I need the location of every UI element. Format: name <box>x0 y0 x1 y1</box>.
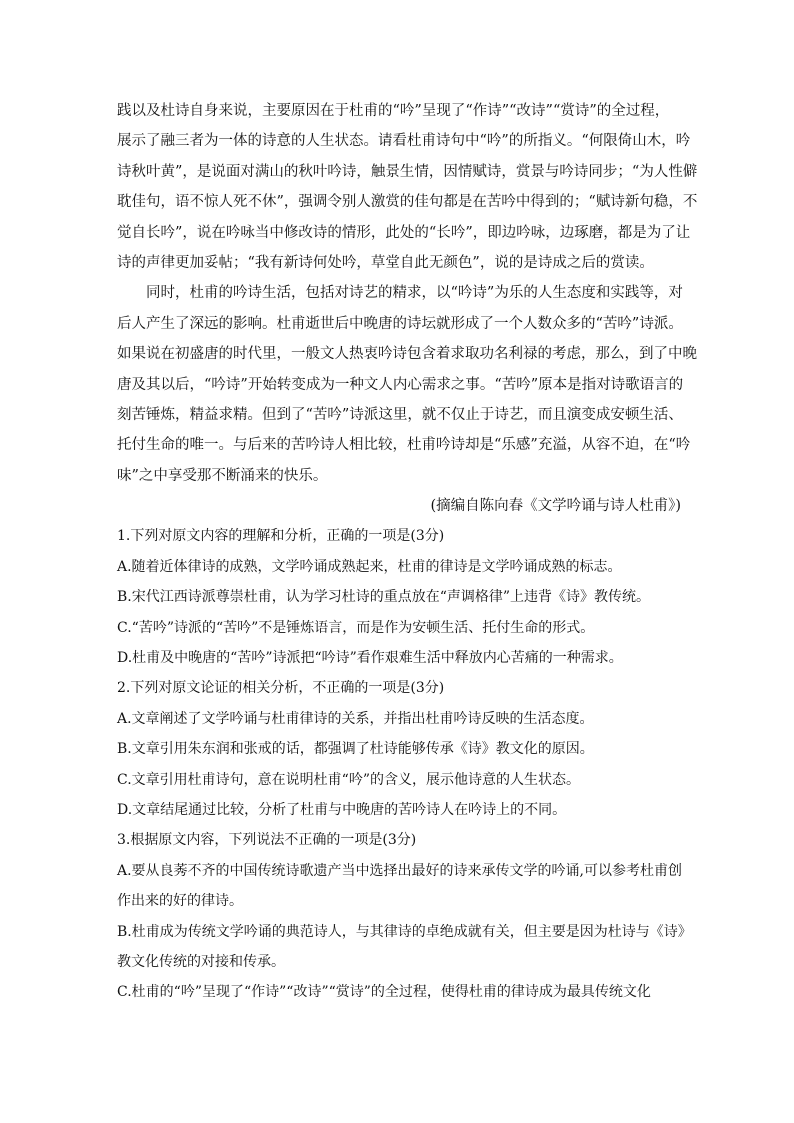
text-line: 展示了融三者为一体的诗意的人生状态。请看杜甫诗句中“吟”的所指义。“何限倚山木，吟 <box>117 133 691 150</box>
option-a-continued: 作出来的好的律诗。 <box>117 893 243 910</box>
option-b: B.宋代江西诗派尊崇杜甫，认为学习杜诗的重点放在“声调格律”上违背《诗》教传统。 <box>117 589 651 606</box>
option-a: A.文章阐述了文学吟诵与杜甫律诗的关系，并指出杜甫吟诗反映的生活态度。 <box>117 710 594 727</box>
option-d: D.文章结尾通过比较，分析了杜甫与中晚唐的苦吟诗人在吟诗上的不同。 <box>117 801 567 818</box>
text-line: 唐及其以后，“吟诗”开始转变成为一种文人内心需求之事。“苦吟”原本是指对诗歌语言的 <box>117 376 684 393</box>
passage-paragraph-2 <box>117 278 697 491</box>
passage-paragraph-1 <box>117 96 698 278</box>
option-c: C.杜甫的“吟”呈现了“作诗”“改诗”“赏诗”的全过程，使得杜甫的律诗成为最具传统文化 <box>117 984 651 1001</box>
question-stem: 2.下列对原文论证的相关分析，不正确的一项是(3分) <box>117 680 445 697</box>
option-d: D.杜甫及中晚唐的“苦吟”诗派把“吟诗”看作艰难生活中释放内心苦痛的一种需求。 <box>117 650 623 667</box>
option-a: A.要从良莠不齐的中国传统诗歌遗产当中选择出最好的诗来承传文学的吟诵,可以参考杜甫创 <box>117 862 683 879</box>
question-1 <box>117 521 681 673</box>
text-line: 诗秋叶黄”，是说面对满山的秋叶吟诗，触景生情，因情赋诗，赏景与吟诗同步；“为人性僻 <box>117 163 698 180</box>
question-3 <box>117 825 692 1007</box>
text-line: 耽佳句，语不惊人死不休”，强调令别人激赏的佳句都是在苦吟中得到的；“赋诗新句稳，不 <box>117 194 698 211</box>
text-line: 同时，杜甫的吟诗生活，包括对诗艺的精求，以“吟诗”为乐的人生态度和实践等，对 <box>146 285 683 302</box>
text-line: 如果说在初盛唐的时代里，一般文人热衷吟诗包含着求取功名利禄的考虑，那么，到了中晚 <box>117 346 697 363</box>
text-line: 践以及杜诗自身来说，主要原因在于杜甫的“吟”呈现了“作诗”“改诗”“赏诗”的全过程， <box>117 103 670 119</box>
text-line: 觉自长吟”，说在吟咏当中修改诗的情形，此处的“长吟”，即边吟咏，边琢磨，都是为了让 <box>117 224 691 241</box>
text-line: 刻苦锤炼，精益求精。但到了“苦吟”诗派这里，就不仅止于诗艺，而且演变成安顿生活、 <box>117 406 683 423</box>
question-2 <box>117 673 681 825</box>
option-b: B.杜甫成为传统文学吟诵的典范诗人，与其律诗的卓绝成就有关，但主要是因为杜诗与《诗》 <box>117 923 692 940</box>
question-stem: 1.下列对原文内容的理解和分析，正确的一项是(3分) <box>117 528 445 545</box>
text-line: 诗的声律更加妥帖；“我有新诗何处吟，草堂自此无颜色”，说的是诗成之后的赏读。 <box>117 254 654 271</box>
source-citation: (摘编自陈向春《文学吟诵与诗人杜甫》) <box>430 498 681 515</box>
option-b: B.文章引用朱东润和张戒的话，都强调了杜诗能够传承《诗》教文化的原因。 <box>117 741 594 758</box>
exam-page <box>117 96 698 1008</box>
option-b-continued: 教文化传统的对接和传承。 <box>117 953 285 970</box>
option-c: C.文章引用杜甫诗句，意在说明杜甫“吟”的含义，展示他诗意的人生状态。 <box>117 771 580 788</box>
text-line: 托付生命的唯一。与后来的苦吟诗人相比较，杜甫吟诗却是“乐感”充溢，从容不迫，在“吟 <box>117 437 691 454</box>
question-stem: 3.根据原文内容，下列说法不正确的一项是(3分) <box>117 832 417 849</box>
option-a: A.随着近体律诗的成熟，文学吟诵成熟起来，杜甫的律诗是文学吟诵成熟的标志。 <box>117 558 622 575</box>
option-c: C.“苦吟”诗派的“苦吟”不是锤炼语言，而是作为安顿生活、托付生命的形式。 <box>117 619 595 636</box>
text-line: 味”之中享受那不断涌来的快乐。 <box>117 467 328 484</box>
text-line: 后人产生了深远的影响。杜甫逝世后中晚唐的诗坛就形成了一个人数众多的“苦吟”诗派。 <box>117 315 683 332</box>
